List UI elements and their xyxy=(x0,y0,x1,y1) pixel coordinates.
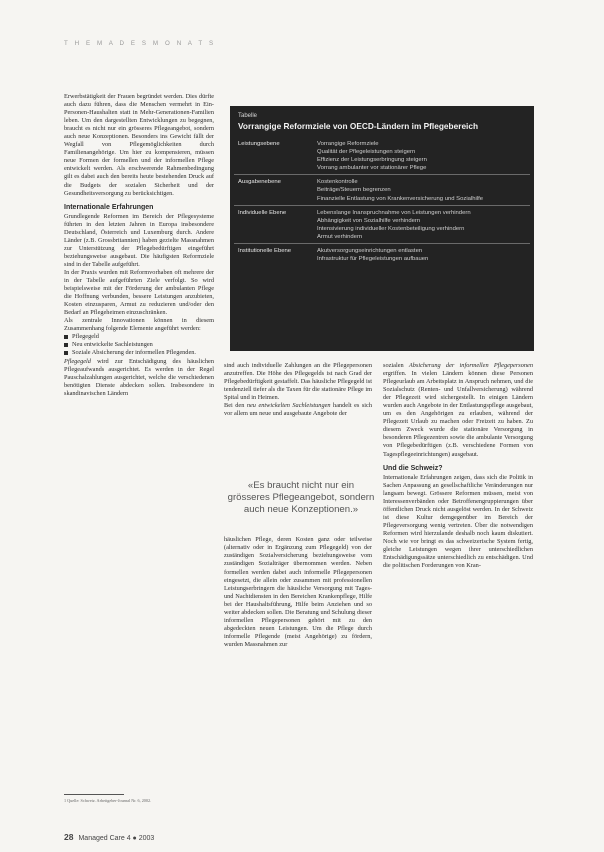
table-area: Leistungsebene xyxy=(238,141,280,147)
table-area: Ausgabenebene xyxy=(238,179,281,186)
table-cell: Beiträge/Steuern begrenzen xyxy=(317,187,391,194)
table-section xyxy=(234,174,530,204)
pull-quote: «Es braucht nicht nur ein grösseres Pflegeangebot, sondern auch neue Konzeptionen.» xyxy=(227,480,375,515)
column-3 xyxy=(383,362,533,570)
paragraph: Grundlegende Reformen im Bereich der Pflegesysteme führten in den letzten Jahren in Europa insbesondere Deutschland, Österreich und Luxemburg durch. Andere Länder (z.B. Grossbritannien) haben gezielte Massnahmen zur Unterstützung der Pflegebedürftigen eingeführt beziehungsweise ausgebaut. Die häufigsten Reformziele sind in der Tabelle aufgeführt. xyxy=(64,212,214,268)
table-rows xyxy=(234,137,530,265)
column-1 xyxy=(64,93,214,398)
table-cell: Intensivierung individueller Kostenbeteiligung verhindern xyxy=(317,225,465,232)
table-cell: Armut verhindern xyxy=(317,233,363,240)
table-label: Tabelle xyxy=(238,113,258,119)
page-number: 28 xyxy=(64,832,74,842)
term: Absicherung der informellen Pflegepersonen xyxy=(408,362,533,369)
table-items xyxy=(317,140,530,172)
bullet-item: Pflegegeld xyxy=(64,333,214,341)
bullet-item: Neu entwickelte Sachleistungen xyxy=(64,341,214,349)
section-heading: Internationale Erfahrungen xyxy=(64,203,154,211)
table-cell: Qualität der Pflegeleistungen steigern xyxy=(317,149,416,156)
reform-goals-table xyxy=(230,106,534,351)
paragraph: Erwerbstätigkeit der Frauen begründet werden. Dies dürfte auch dazu führen, dass die Menschen vermehrt in Ein-Personen-Haushalten statt in Mehr-Generationen-Familien leben. Um den dargestellten Entwicklungen zu begegnen, braucht es nicht nur ein grösseres Pflegeangebot, sondern auch neue Konzeptionen. Besonders ins Gewicht fällt der Wegfall von Pflegemöglichkeiten durch Familienangehörige. Um hier zu kompensieren, müssen neue Formen der formellen und der informellen Pflege entwickelt werden. Als erschwerende Rahmenbedingung gilt es dabei auch den bereits heute bestehenden Druck auf die Budgets der sozialen Sicherheit und der Gesundheitsversorgung zu berücksichtigen. xyxy=(64,93,214,197)
paragraph: sind auch individuelle Zahlungen an die Pflegepersonen anzutreffen. Die Höhe des Pflegegelds ist nach Grad der Pflegebedürftigkeit gestaffelt. Das häusliche Pflegegeld ist tendenziell tiefer als die Taxen für die stationäre Pflege im Spital und in Heimen. xyxy=(224,362,372,402)
magazine-name: Managed Care 4 ● 2003 xyxy=(78,835,155,842)
table-cell: Abhängigkeit von Sozialhilfe verhindern xyxy=(317,217,421,224)
table-cell: Vorrang ambulanter vor stationärer Pflege xyxy=(317,165,427,172)
text: handelt es sich vor allem um neue und ausgebaute Angebote der xyxy=(224,402,372,418)
footnote-rule xyxy=(64,794,124,795)
paragraph: Als zentrale Innovationen können in diesem Zusammenhang folgende Elemente angeführt werden: xyxy=(64,317,214,333)
table-cell: Lebenslange Inanspruchnahme von Leistungen verhindern xyxy=(317,209,471,216)
footnote: 1 Quelle: Schweiz. Arbeitgeber-Journal Nr. 6, 2002. xyxy=(64,798,152,803)
table-cell: Akutversorgungseinrichtungen entlasten xyxy=(317,248,423,255)
table-area: Institutionelle Ebene xyxy=(238,248,292,255)
table-section xyxy=(234,243,530,265)
table-cell: Infrastruktur für Pflegeleistungen aufbauen xyxy=(317,256,429,263)
paragraph: Internationale Erfahrungen zeigen, dass sich die Politik in Sachen Anpassung an gesellschaftliche Veränderungen nur langsam bewegt. Grössere Reformen müssen, meist von Interessenverbänden oder Betroffenengruppierungen über öffentlichen Druck nicht ausgelöst werden. In der Schweiz ist diese Kultur demgegenüber im Bereich der Pflegeversorgung wenig vertreten. Über die notwendigen Reformen wird hierzulande deshalb noch kaum diskutiert. Noch wie vor bringt es das schweizerische System fertig, gleiche Leistungen wegen ihrer unterschiedlichen Entschädigungssätze unterschiedlich zu entschädigen. Und die politischen Forderungen von Kran- xyxy=(383,473,533,570)
table-cell: Kostenkontrolle xyxy=(317,179,358,186)
table-section xyxy=(234,205,530,243)
table-cell: Finanzielle Entlastung von Krankenversicherung und Sozialhilfe xyxy=(317,195,484,202)
term: Pflegegeld xyxy=(64,357,91,365)
table-items xyxy=(317,178,530,202)
text: ergriffen. In vielen Ländern können diese Personen Pflegeurlaub am Arbeitsplatz in Anspruch nehmen, und die Sozialschutz (Renten- und Unfallversicherung) während der Pflegezeit wird sichergestellt. In einigen Ländern wurden auch Angebote in der Entlastungspflege ausgebaut, um es den Angehörigen zu erlauben, während der Pflegezeit Urlaub zu machen oder Freizeit zu haben. Zu diesem Zweck wurde die stationäre Versorgung in besonderen Pflegezentren sowie die ambulante Versorgung von Pflegebedürftigen (z.B. verschiedene Formen von Tagespflegeeinrichtungen) ausgebaut. xyxy=(383,370,533,458)
paragraph xyxy=(383,362,533,459)
bullet-item: Soziale Absicherung der informellen Pflegenden. xyxy=(64,349,214,357)
term: neu entwickelten Sachleistungen xyxy=(246,402,331,410)
section-heading: Und die Schweiz? xyxy=(383,464,443,472)
section-header: T H E M A D E S M O N A T S xyxy=(64,40,216,47)
table-items xyxy=(317,209,530,241)
text: sozialen xyxy=(383,362,409,369)
paragraph: In der Praxis wurden mit Reformvorhaben oft mehrere der in der Tabelle aufgeführten Ziele verfolgt. So wird beispielsweise mit der Förderung der ambulanten Pflege die Hoffnung verbunden, bessere Leistungen anzubieten, Kosten einzusparen, Armut zu reduzieren und/oder den Bedarf an Pflegeheimen einzuschränken. xyxy=(64,268,214,317)
table-section xyxy=(234,137,530,174)
paragraph: häuslichen Pflege, deren Kosten ganz oder teilweise (alternativ oder in Ergänzung zum Pflegegeld) von der zuständigen Sozialversicherung beziehungsweise vom zuständigen Sozialträger übernommen werden. Neben formellen werden dabei auch informelle Pflegepersonen eingesetzt, die allein oder zusammen mit professionellen Leistungserbringern die häusliche Versorgung mit Tages- und Nachtdiensten in den Bereichen Krankenpflege, Hilfe bei der Haushaltsführung, Hilfe beim Anziehen und so weiter abdecken sollen. Die Beratung und Schulung dieser informellen Pflegepersonen gehört mit zu den abgedeckten neuen Leistungen. Um die Pflege durch informelle Pflegende (meist Angehörige) zu fördern, wurden Massnahmen zur xyxy=(224,536,372,648)
table-title: Vorrangige Reformziele von OECD-Ländern im Pflegebereich xyxy=(238,121,479,131)
text: Bei den xyxy=(224,402,247,410)
quote-spacer xyxy=(224,418,372,536)
table-cell: Vorrangige Reformziele xyxy=(317,141,379,147)
table-cell: Effizienz der Leistungserbringung steigern xyxy=(317,157,427,164)
table-items xyxy=(317,247,530,263)
text: wird zur Entschädigung des häuslichen Pflegeaufwands ausgerichtet. Es werden in der Regel Pauschalzahlungen ausgerichtet, welche die verschiedenen benötigten Dienste abdecken sollen. Insbesondere in skandinavischen Ländern xyxy=(64,357,214,397)
page-footer xyxy=(64,832,154,842)
paragraph xyxy=(224,402,372,418)
paragraph xyxy=(64,358,214,398)
table-area: Individuelle Ebene xyxy=(238,209,287,216)
